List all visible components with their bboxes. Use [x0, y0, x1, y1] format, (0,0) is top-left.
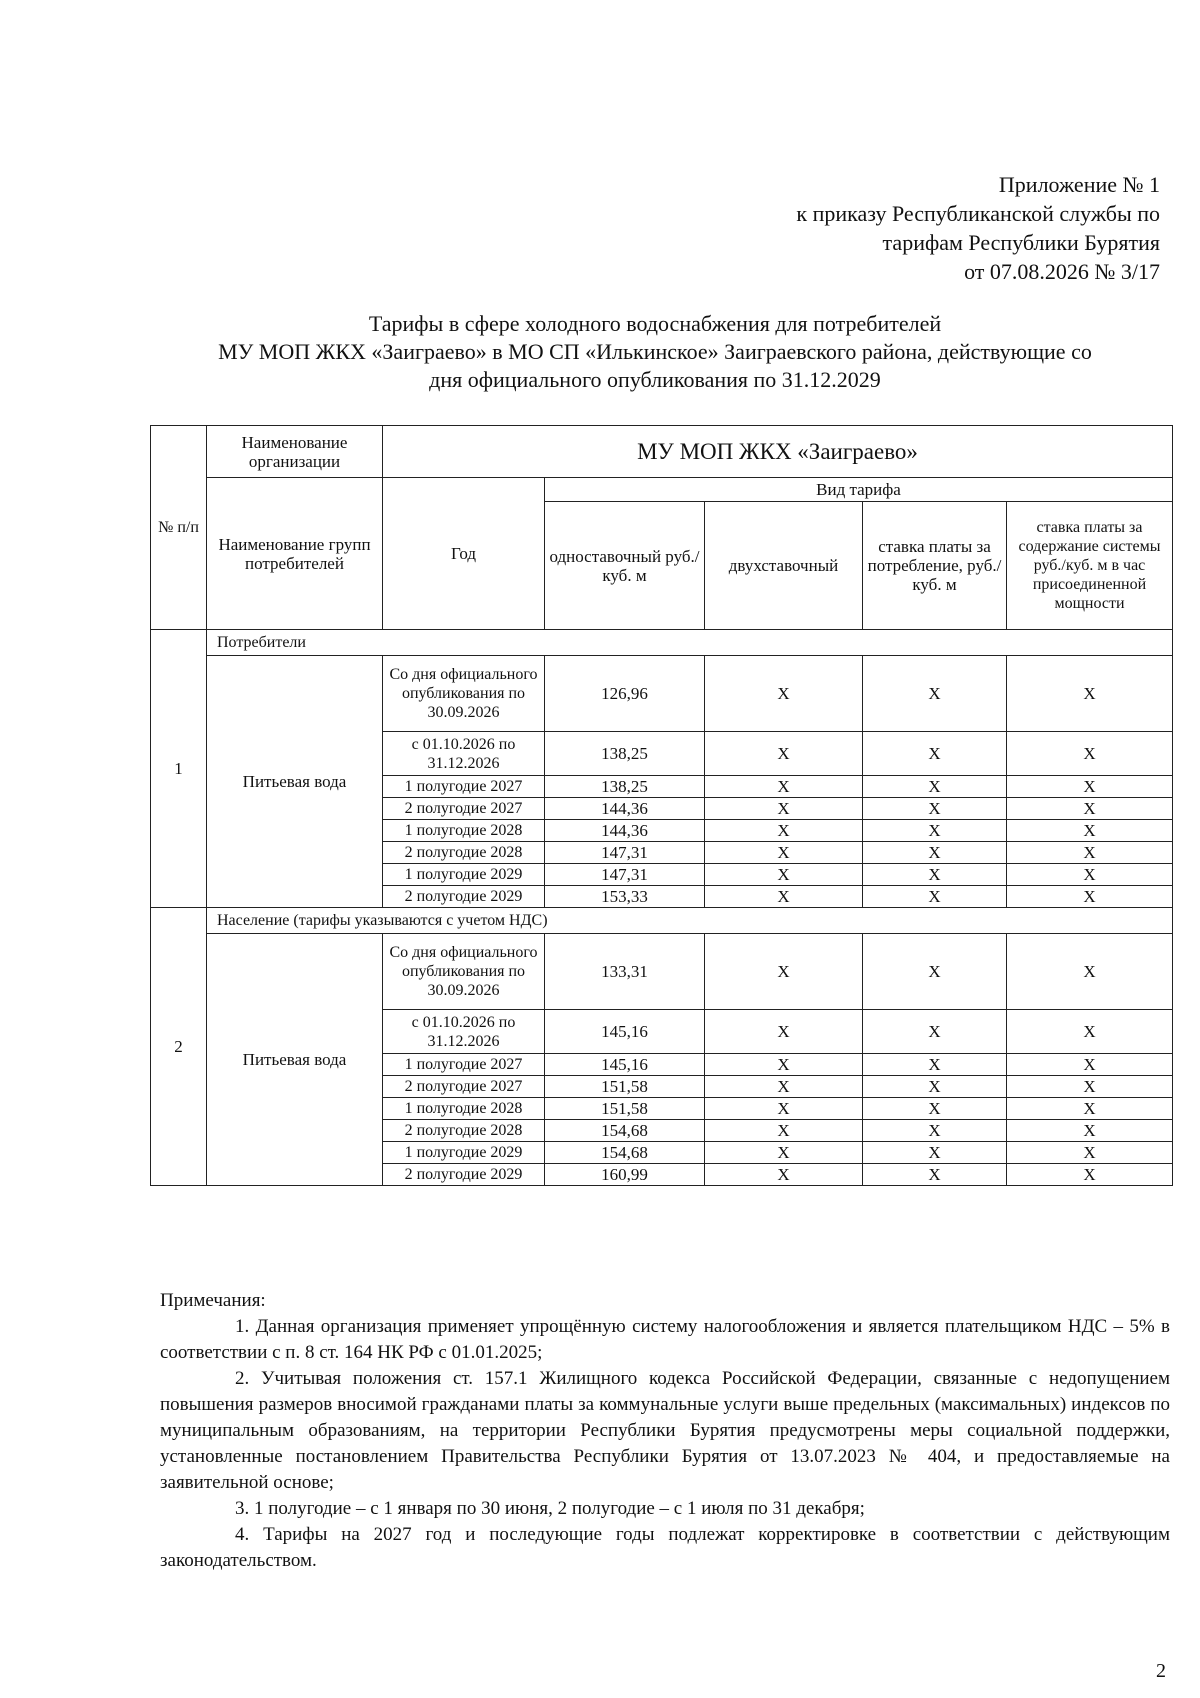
single-rate-value: 145,16: [545, 1054, 705, 1076]
consumer-group: Питьевая вода: [207, 656, 383, 908]
period-cell: 1 полугодие 2027: [383, 1054, 545, 1076]
period-cell: 2 полугодие 2028: [383, 842, 545, 864]
appendix-line-1: Приложение № 1: [998, 172, 1160, 197]
consumption-rate-value: X: [863, 1054, 1007, 1076]
double-rate-value: X: [705, 934, 863, 1010]
header-year: Год: [383, 478, 545, 630]
maintenance-rate-value: X: [1007, 1142, 1173, 1164]
title-line-2: МУ МОП ЖКХ «Заиграево» в МО СП «Илькинское» Заиграевского района, действующие со: [218, 339, 1092, 364]
consumption-rate-value: X: [863, 934, 1007, 1010]
single-rate-value: 144,36: [545, 820, 705, 842]
period-cell: с 01.10.2026 по 31.12.2026: [383, 1010, 545, 1054]
consumption-rate-value: X: [863, 1142, 1007, 1164]
header-consumer-group: Наименование групп потребителей: [207, 478, 383, 630]
single-rate-value: 147,31: [545, 864, 705, 886]
maintenance-rate-value: X: [1007, 864, 1173, 886]
period-cell: Со дня официального опубликования по 30.09.2026: [383, 934, 545, 1010]
header-maintenance-rate: ставка платы за содержание системы руб./куб. м в час присоединенной мощности: [1007, 502, 1173, 630]
period-cell: с 01.10.2026 по 31.12.2026: [383, 732, 545, 776]
note-item: 2. Учитывая положения ст. 157.1 Жилищного кодекса Российской Федерации, связанные с недопущением повышения размеров вносимой гражданами платы за коммунальные услуги выше предельных (максимальных) индексов по муниципальным образованиям, на территории Республики Бурятия предусмотрены меры социальной поддержки, установленные постановлением Правительства Республики Бурятия от 13.07.2023 № 404, и предоставляемые на заявительной основе;: [160, 1368, 1170, 1493]
double-rate-value: X: [705, 886, 863, 908]
consumption-rate-value: X: [863, 1120, 1007, 1142]
maintenance-rate-value: X: [1007, 776, 1173, 798]
single-rate-value: 153,33: [545, 886, 705, 908]
page-number: 2: [1156, 1660, 1166, 1682]
period-cell: 1 полугодие 2029: [383, 864, 545, 886]
section-number: 1: [151, 630, 207, 908]
table-row: [151, 934, 1173, 1010]
period-cell: 2 полугодие 2029: [383, 1164, 545, 1186]
header-double-rate: двухставочный: [705, 502, 863, 630]
header-consumption-rate: ставка платы за потребление, руб./ куб. м: [863, 502, 1007, 630]
single-rate-value: 160,99: [545, 1164, 705, 1186]
consumption-rate-value: X: [863, 1164, 1007, 1186]
double-rate-value: X: [705, 798, 863, 820]
maintenance-rate-value: X: [1007, 934, 1173, 1010]
consumption-rate-value: X: [863, 1010, 1007, 1054]
section-number: 2: [151, 908, 207, 1186]
consumption-rate-value: X: [863, 732, 1007, 776]
note-item: 1. Данная организация применяет упрощённую систему налогообложения и является плательщиком НДС – 5% в соответствии с п. 8 ст. 164 НК РФ с 01.01.2025;: [160, 1316, 1170, 1363]
section-title: Потребители: [207, 630, 1173, 656]
appendix-line-3: тарифам Республики Бурятия: [882, 230, 1160, 255]
maintenance-rate-value: X: [1007, 842, 1173, 864]
table-row: [151, 656, 1173, 732]
double-rate-value: X: [705, 732, 863, 776]
title-line-1: Тарифы в сфере холодного водоснабжения для потребителей: [368, 311, 942, 336]
double-rate-value: X: [705, 776, 863, 798]
consumption-rate-value: X: [863, 864, 1007, 886]
period-cell: 2 полугодие 2027: [383, 1076, 545, 1098]
notes-section: [160, 1288, 1170, 1574]
single-rate-value: 147,31: [545, 842, 705, 864]
maintenance-rate-value: X: [1007, 886, 1173, 908]
appendix-line-4: от 07.08.2026 № 3/17: [964, 259, 1160, 284]
period-cell: Со дня официального опубликования по 30.09.2026: [383, 656, 545, 732]
header-organization: Наименование организации: [207, 426, 383, 478]
double-rate-value: X: [705, 1120, 863, 1142]
period-cell: 1 полугодие 2027: [383, 776, 545, 798]
single-rate-value: 151,58: [545, 1098, 705, 1120]
maintenance-rate-value: X: [1007, 798, 1173, 820]
note-item: 4. Тарифы на 2027 год и последующие годы подлежат корректировке в соответствии с действующим законодательством.: [160, 1524, 1170, 1571]
maintenance-rate-value: X: [1007, 1120, 1173, 1142]
consumption-rate-value: X: [863, 1076, 1007, 1098]
header-tariff-type: Вид тарифа: [545, 478, 1173, 502]
single-rate-value: 154,68: [545, 1142, 705, 1164]
consumption-rate-value: X: [863, 1098, 1007, 1120]
single-rate-value: 151,58: [545, 1076, 705, 1098]
double-rate-value: X: [705, 1010, 863, 1054]
maintenance-rate-value: X: [1007, 656, 1173, 732]
appendix-header: [640, 170, 1160, 286]
consumer-group: Питьевая вода: [207, 934, 383, 1186]
double-rate-value: X: [705, 1076, 863, 1098]
double-rate-value: X: [705, 1164, 863, 1186]
document-title: [150, 310, 1160, 394]
appendix-line-2: к приказу Республиканской службы по: [796, 201, 1160, 226]
double-rate-value: X: [705, 820, 863, 842]
single-rate-value: 144,36: [545, 798, 705, 820]
consumption-rate-value: X: [863, 886, 1007, 908]
maintenance-rate-value: X: [1007, 1098, 1173, 1120]
tariff-table: [150, 425, 1173, 1186]
period-cell: 2 полугодие 2029: [383, 886, 545, 908]
double-rate-value: X: [705, 864, 863, 886]
double-rate-value: X: [705, 1054, 863, 1076]
consumption-rate-value: X: [863, 820, 1007, 842]
section-title: Население (тарифы указываются с учетом НДС): [207, 908, 1173, 934]
maintenance-rate-value: X: [1007, 732, 1173, 776]
header-number: № п/п: [151, 426, 207, 630]
double-rate-value: X: [705, 656, 863, 732]
consumption-rate-value: X: [863, 798, 1007, 820]
single-rate-value: 154,68: [545, 1120, 705, 1142]
period-cell: 1 полугодие 2028: [383, 1098, 545, 1120]
period-cell: 2 полугодие 2027: [383, 798, 545, 820]
organization-name: МУ МОП ЖКХ «Заиграево»: [383, 426, 1173, 478]
consumption-rate-value: X: [863, 842, 1007, 864]
maintenance-rate-value: X: [1007, 1054, 1173, 1076]
double-rate-value: X: [705, 1098, 863, 1120]
double-rate-value: X: [705, 842, 863, 864]
consumption-rate-value: X: [863, 656, 1007, 732]
period-cell: 1 полугодие 2028: [383, 820, 545, 842]
title-line-3: дня официального опубликования по 31.12.2029: [429, 367, 881, 392]
single-rate-value: 126,96: [545, 656, 705, 732]
maintenance-rate-value: X: [1007, 820, 1173, 842]
note-item: 3. 1 полугодие – с 1 января по 30 июня, 2 полугодие – с 1 июля по 31 декабря;: [235, 1498, 865, 1519]
maintenance-rate-value: X: [1007, 1076, 1173, 1098]
notes-title: Примечания:: [160, 1290, 266, 1311]
single-rate-value: 145,16: [545, 1010, 705, 1054]
single-rate-value: 138,25: [545, 776, 705, 798]
consumption-rate-value: X: [863, 776, 1007, 798]
double-rate-value: X: [705, 1142, 863, 1164]
single-rate-value: 138,25: [545, 732, 705, 776]
maintenance-rate-value: X: [1007, 1010, 1173, 1054]
period-cell: 1 полугодие 2029: [383, 1142, 545, 1164]
header-single-rate: одноставочный руб./ куб. м: [545, 502, 705, 630]
single-rate-value: 133,31: [545, 934, 705, 1010]
period-cell: 2 полугодие 2028: [383, 1120, 545, 1142]
maintenance-rate-value: X: [1007, 1164, 1173, 1186]
